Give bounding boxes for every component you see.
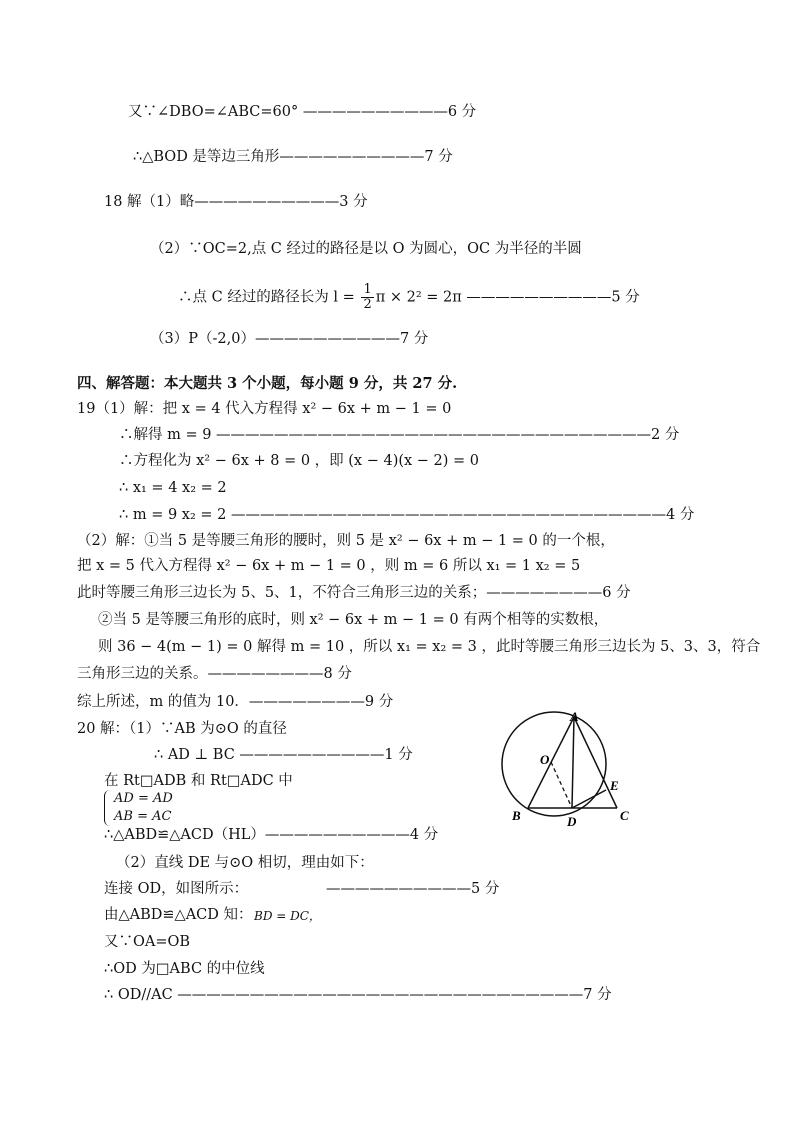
formula-line (178, 283, 640, 312)
text-line: 则 36 − 4(m − 1) = 0 解得 m = 10 ，所以 x₁ = x₂ = 3 ，此时等腰三角形三边长为 5、3、3，符合 (98, 639, 761, 655)
text-line: ——————————5 分 (326, 881, 500, 897)
text-line: ∴解得 m = 9 ——————————————————————————————2 分 (119, 427, 680, 443)
text-line: ∴ x₁ = 4 x₂ = 2 (119, 480, 227, 496)
equation-system (104, 790, 224, 826)
text-line: 19（1）解：把 x = 4 代入方程得 x² − 6x + m − 1 = 0 (77, 401, 452, 417)
geometry-figure (490, 700, 650, 840)
text-line: ∴△ABD≌△ACD（HL）——————————4 分 (104, 827, 439, 843)
text-segment: ∴点 C 经过的路径长为 l = (178, 289, 360, 306)
label-e: E (610, 778, 619, 793)
brace (104, 790, 111, 826)
label-a: A (570, 709, 579, 724)
text-line: 18 解（1）略——————————3 分 (104, 194, 368, 210)
text-line: 20 解：（1）∵AB 为⊙O 的直径 (77, 721, 287, 737)
text-line: （2）直线 DE 与⊙O 相切，理由如下： (116, 855, 374, 871)
text-line: ∴△BOD 是等边三角形——————————7 分 (133, 149, 453, 165)
text-line: ∴ AD ⊥ BC ——————————1 分 (154, 747, 413, 763)
segment-od-dashed (551, 762, 572, 808)
text-line: 连接 OD，如图所示： (104, 881, 249, 897)
fraction (361, 283, 373, 312)
text-line: （3）P（-2,0）——————————7 分 (150, 331, 429, 347)
equation: AD = AD (114, 791, 173, 806)
segment-de (572, 790, 606, 808)
text-line: （2）解：①当 5 是等腰三角形的腰时，则 5 是 x² − 6x + m − 1 = 0 的一个根， (77, 533, 615, 549)
text-line: 由△ABD≌△ACD 知： (104, 907, 253, 923)
text-line: BD = DC， (254, 909, 321, 923)
text-line: ∴方程化为 x² − 6x + 8 = 0 ，即 (x − 4)(x − 2) = 0 (119, 453, 480, 469)
circle-o (502, 712, 606, 816)
text-line: 综上所述，m 的值为 10．————————9 分 (77, 694, 394, 710)
text-line: 又∵OA=OB (104, 934, 191, 950)
fraction-numerator: 1 (363, 282, 372, 297)
text-line: 把 x = 5 代入方程得 x² − 6x + m − 1 = 0 ，则 m = 6 所以 x₁ = 1 x₂ = 5 (77, 558, 581, 574)
text-line: 在 Rt□ADB 和 Rt□ADC 中 (104, 773, 293, 789)
text-segment: π × 2² = 2π ——————————5 分 (375, 289, 640, 306)
text-line: 又∵∠DBO=∠ABC=60° ——————————6 分 (128, 104, 477, 120)
segment-ad (572, 717, 574, 808)
text-line: 此时等腰三角形三边长为 5、5、1，不符合三角形三边的关系；————————6 分 (77, 585, 631, 601)
text-line: ∴ m = 9 x₂ = 2 ——————————————————————————————4 分 (119, 507, 695, 523)
section-heading: 四、解答题：本大题共 3 个小题，每小题 9 分，共 27 分. (77, 375, 458, 392)
equation: AB = AC (114, 809, 172, 824)
label-b: B (512, 808, 521, 823)
text-line: ②当 5 是等腰三角形的底时，则 x² − 6x + m − 1 = 0 有两个相等的实数根， (98, 612, 609, 628)
text-line: 三角形三边的关系。————————8 分 (77, 666, 352, 682)
text-line: （2）∵OC=2,点 C 经过的路径是以 O 为圆心，OC 为半径的半圆 (150, 241, 582, 257)
fraction-denominator: 2 (363, 297, 372, 312)
label-c: C (620, 808, 629, 823)
text-line: ∴ OD//AC ————————————————————————————7 分 (104, 987, 612, 1003)
label-o: O (540, 752, 550, 767)
label-d: D (567, 814, 577, 829)
text-line: ∴OD 为□ABC 的中位线 (104, 961, 265, 977)
